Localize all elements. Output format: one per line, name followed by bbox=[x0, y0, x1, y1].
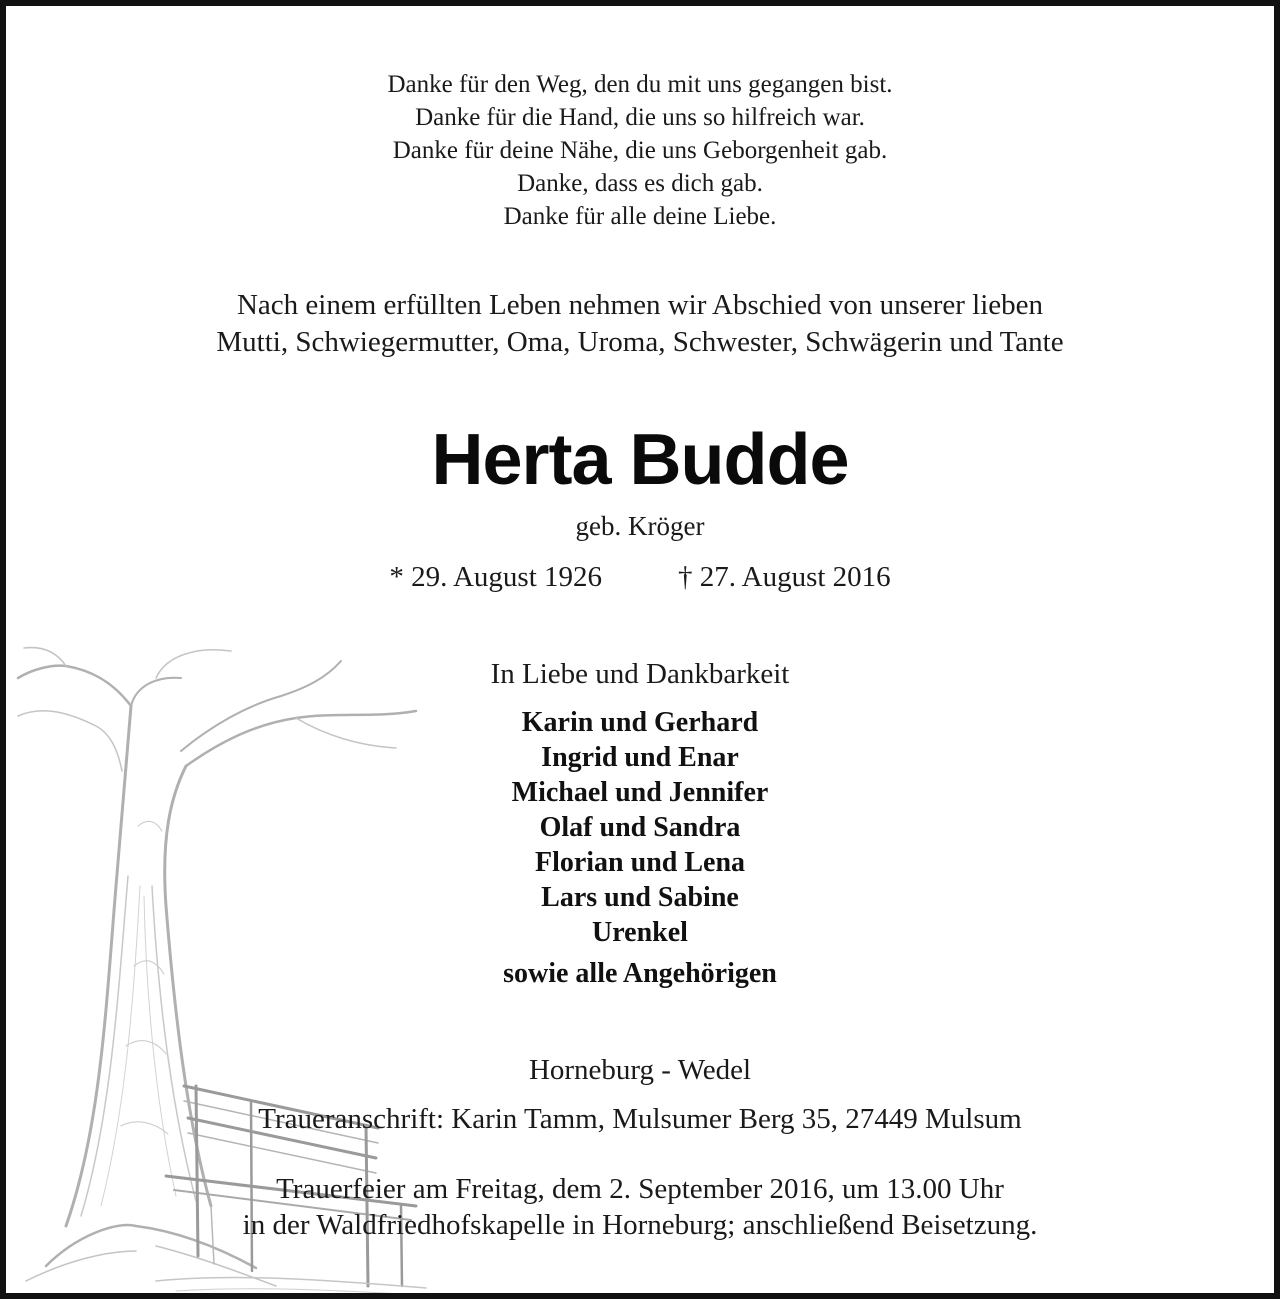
memorial-poem bbox=[6, 68, 1274, 233]
intro-line: Nach einem erfüllten Leben nehmen wir Abschied von unserer lieben bbox=[236, 289, 1044, 321]
maiden-name: geb. Kröger bbox=[575, 511, 705, 541]
mourner-entry: Lars und Sabine bbox=[541, 882, 739, 913]
life-dates bbox=[6, 559, 1274, 595]
funeral-service-info bbox=[6, 1171, 1274, 1243]
deceased-name: Herta Budde bbox=[431, 420, 849, 500]
mourner-entry: Ingrid und Enar bbox=[541, 742, 739, 773]
places-line: Horneburg - Wedel bbox=[528, 1054, 752, 1086]
poem-line: Danke für alle deine Liebe. bbox=[503, 203, 777, 230]
mourner-entry: Karin und Gerhard bbox=[521, 707, 759, 738]
mourner-entry: Olaf und Sandra bbox=[539, 812, 741, 843]
poem-line: Danke für den Weg, den du mit uns gegangen bist. bbox=[387, 71, 893, 98]
relatives-line: sowie alle Angehörigen bbox=[503, 958, 777, 989]
mourner-entry: Florian und Lena bbox=[534, 847, 746, 878]
intro-line: Mutti, Schwiegermutter, Oma, Uroma, Schwester, Schwägerin und Tante bbox=[216, 326, 1064, 358]
mourning-address: Traueranschrift: Karin Tamm, Mulsumer Berg 35, 27449 Mulsum bbox=[258, 1103, 1022, 1135]
service-line: in der Waldfriedhofskapelle in Horneburg; anschließend Beisetzung. bbox=[242, 1209, 1038, 1241]
mourner-entry: Michael und Jennifer bbox=[511, 777, 769, 808]
poem-line: Danke für deine Nähe, die uns Geborgenheit gab. bbox=[392, 137, 888, 164]
birth-date: * 29. August 1926 bbox=[389, 561, 602, 593]
mourner-entry: Urenkel bbox=[592, 917, 688, 948]
poem-line: Danke für die Hand, die uns so hilfreich war. bbox=[415, 104, 865, 131]
farewell-intro bbox=[6, 287, 1274, 361]
gratitude-line: In Liebe und Dankbarkeit bbox=[490, 658, 790, 690]
mourners-list bbox=[6, 705, 1274, 950]
poem-line: Danke, dass es dich gab. bbox=[517, 170, 763, 197]
death-date: † 27. August 2016 bbox=[678, 561, 891, 593]
service-line: Trauerfeier am Freitag, dem 2. September 2016, um 13.00 Uhr bbox=[276, 1173, 1004, 1205]
